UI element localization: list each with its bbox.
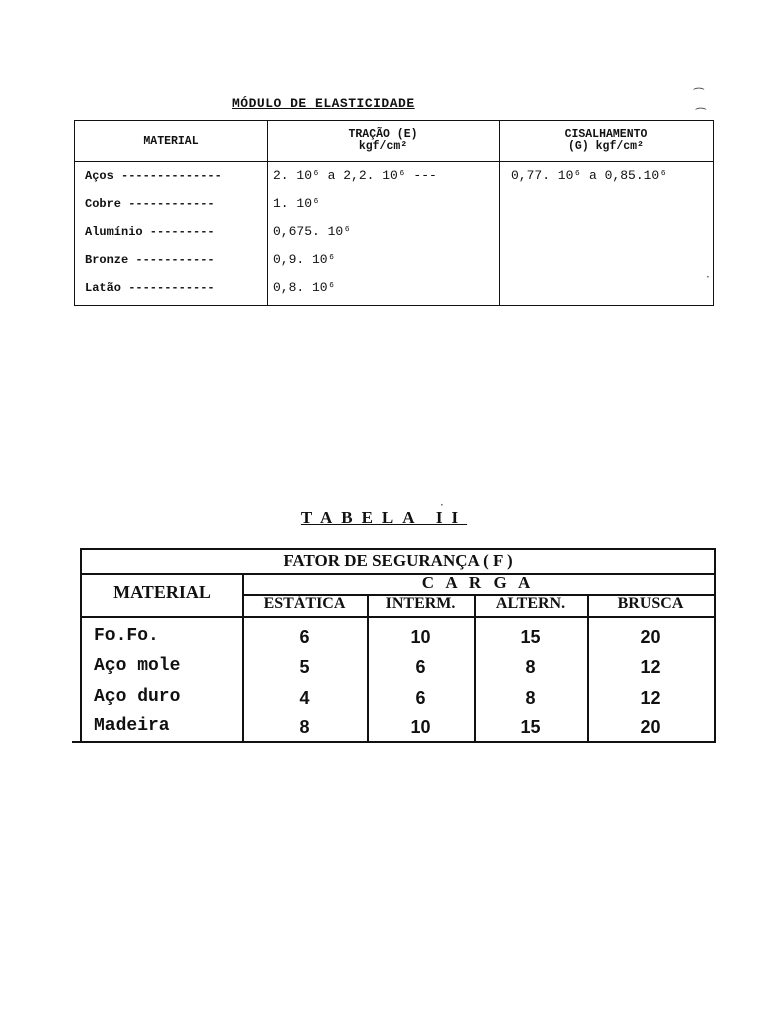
material-name: Aço mole <box>94 656 181 676</box>
header-cisalhamento <box>499 129 713 153</box>
tracao-value: 2. 10⁶ a 2,2. 10⁶ --- <box>273 168 437 183</box>
table2-title <box>0 508 768 528</box>
material-name: Fo.Fo. <box>94 626 159 646</box>
tracao-value: 1. 10⁶ <box>273 196 320 211</box>
value-brusca: 20 <box>640 627 661 647</box>
scan-mark: ⁀ <box>694 88 704 102</box>
column-header-brusca: BRUSCA <box>617 595 684 612</box>
material-name: Madeira <box>94 716 170 736</box>
value-brusca: 20 <box>640 717 661 737</box>
header-divider <box>75 161 713 162</box>
column-header-estatica: ESTÁTICA <box>263 595 346 612</box>
value-altern: 8 <box>525 688 536 708</box>
table2-title-text: TABELA II <box>300 508 468 527</box>
table1-title: MÓDULO DE ELASTICIDADE <box>232 96 415 111</box>
scan-mark: · <box>440 498 444 512</box>
value-interm: 10 <box>410 627 431 647</box>
value-interm: 6 <box>415 657 426 677</box>
tracao-value: 0,675. 10⁶ <box>273 224 352 239</box>
material-name: Aço duro <box>94 687 181 707</box>
table-row <box>75 277 713 305</box>
super-header: FATOR DE SEGURANÇA ( F ) <box>283 551 513 570</box>
elasticity-table <box>74 120 714 306</box>
column-header-interm: INTERM. <box>385 595 456 612</box>
value-estatica: 4 <box>299 688 310 708</box>
tracao-value: 0,9. 10⁶ <box>273 252 336 267</box>
material-name: Latão ------------ <box>85 281 215 295</box>
bottom-rule <box>72 741 224 743</box>
value-interm: 10 <box>410 717 431 737</box>
header-tracao <box>267 129 499 153</box>
material-name: Cobre ------------ <box>85 197 215 211</box>
material-name: Bronze ----------- <box>85 253 215 267</box>
safety-factor-table <box>80 548 716 743</box>
material-name: Aços -------------- <box>85 169 222 183</box>
value-estatica: 8 <box>299 717 310 737</box>
header-material: MATERIAL <box>143 135 199 148</box>
cisalhamento-value: 0,77. 10⁶ a 0,85.10⁶ <box>511 168 668 183</box>
scan-mark: · <box>706 270 710 284</box>
header-material: MATERIAL <box>113 582 211 602</box>
header-carga: C A R G A <box>421 573 535 592</box>
table-row <box>75 249 713 277</box>
material-name: Alumínio --------- <box>85 225 215 239</box>
table-row <box>75 193 713 221</box>
value-interm: 6 <box>415 688 426 708</box>
value-altern: 15 <box>520 717 541 737</box>
value-estatica: 5 <box>299 657 310 677</box>
header-tracao-unit: kgf/cm² <box>358 140 408 153</box>
header-tracao-label: TRAÇÃO (E) <box>348 128 418 141</box>
value-altern: 8 <box>525 657 536 677</box>
header-divider <box>82 616 714 618</box>
value-brusca: 12 <box>640 688 661 708</box>
header-cis-unit: (G) kgf/cm² <box>568 140 644 153</box>
value-altern: 15 <box>520 627 541 647</box>
value-estatica: 6 <box>299 627 310 647</box>
header-cis-label: CISALHAMENTO <box>564 128 648 141</box>
table-row <box>75 165 713 193</box>
scan-mark: ⁀ <box>696 108 706 122</box>
tracao-value: 0,8. 10⁶ <box>273 280 336 295</box>
table-row <box>75 221 713 249</box>
column-header-altern: ALTERN. <box>495 595 566 612</box>
value-brusca: 12 <box>640 657 661 677</box>
